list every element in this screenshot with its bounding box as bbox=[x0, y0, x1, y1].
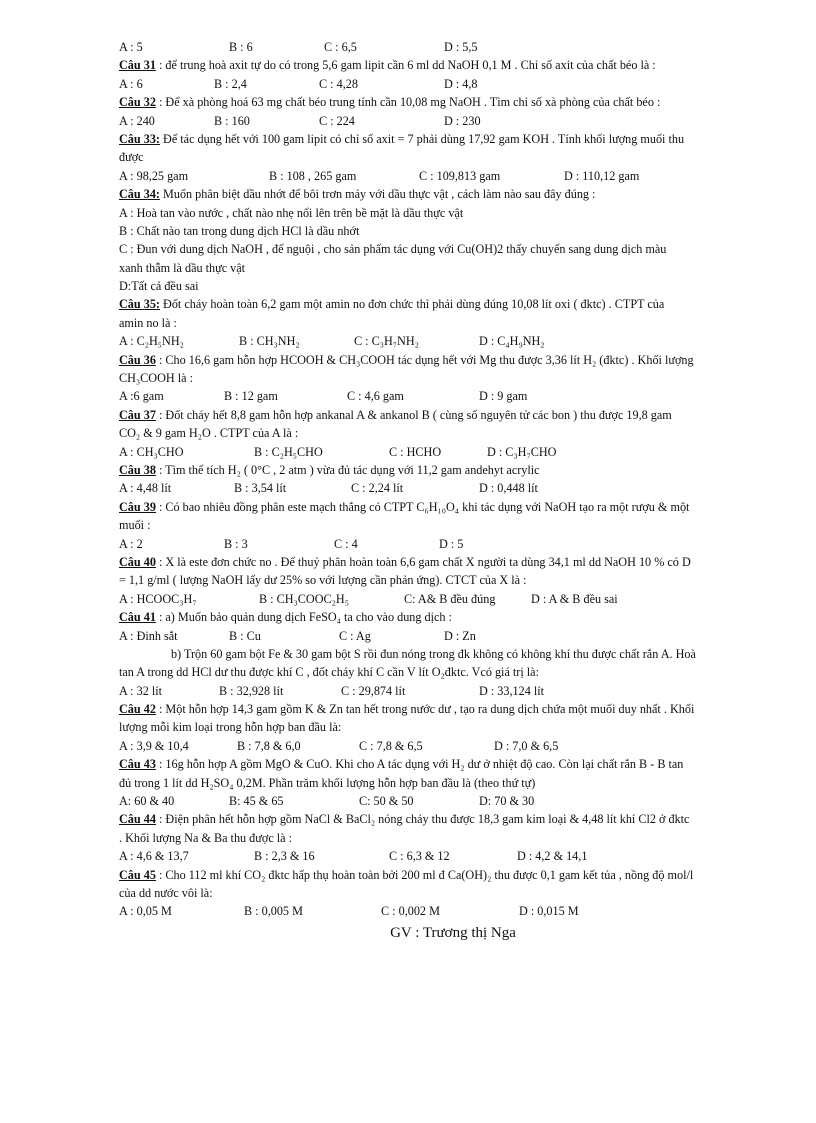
question-line bbox=[119, 608, 767, 626]
question-number: Câu 39 bbox=[119, 499, 156, 514]
question-line bbox=[119, 866, 767, 884]
answer-option: C: A& B đều đúng bbox=[404, 591, 496, 606]
text-line: amin no là : bbox=[119, 315, 177, 330]
answer-option: C : HCHO bbox=[389, 444, 442, 459]
question-number: Câu 36 bbox=[119, 352, 156, 367]
answer-options bbox=[119, 443, 767, 461]
text-line: . Khối lượng Na & Ba thu được là : bbox=[119, 830, 293, 845]
answer-option: B : 32,928 lít bbox=[219, 683, 284, 698]
answer-option: B : 12 gam bbox=[224, 389, 278, 404]
answer-option: C : 2,24 lít bbox=[351, 481, 404, 496]
answer-option: D : Zn bbox=[444, 628, 476, 643]
question-text: : Đốt cháy hết 8,8 gam hỗn hợp ankanal A & ankanol B ( cùng số nguyên tử các bon ) thu được 19,8 gam bbox=[155, 407, 672, 422]
answer-options bbox=[119, 387, 767, 405]
answer-option: A : C₂H₅NH₂ bbox=[119, 334, 184, 349]
answer-option: D : C₄H₉NH₂ bbox=[479, 334, 545, 349]
answer-options bbox=[119, 792, 767, 810]
text-line: lượng mỗi kim loại trong hỗn hợp ban đầu là: bbox=[119, 720, 342, 735]
question-line bbox=[119, 351, 767, 369]
answer-option: A : 3,9 & 10,4 bbox=[119, 738, 189, 753]
question-number: Câu 42 bbox=[119, 702, 156, 717]
answer-option: D : 7,0 & 6,5 bbox=[494, 738, 559, 753]
answer-options bbox=[119, 737, 767, 755]
question-line bbox=[119, 56, 767, 74]
answer-options bbox=[119, 167, 767, 185]
question-number: Câu 31 bbox=[119, 58, 156, 73]
text-line: được bbox=[119, 150, 144, 165]
answer-option: A : 32 lít bbox=[119, 683, 163, 698]
question-text: : Cho 112 ml khí CO₂ đktc hấp thụ hoàn toàn bởi 200 ml đ Ca(OH)₂ thu được 0,1 gam kết tủa , nồng độ mol/l bbox=[155, 867, 694, 882]
question-number: Câu 44 bbox=[119, 812, 156, 827]
question-line bbox=[119, 93, 767, 111]
text-line: C : Đun với dung dịch NaOH , để nguội , cho sản phẩm tác dụng với Cu(OH)2 thấy chuyển sang dung dịch màu bbox=[119, 242, 667, 257]
answer-option: D : 5 bbox=[439, 536, 464, 551]
answer-option: A : CH₃CHO bbox=[119, 444, 184, 459]
answer-option: C : 6,3 & 12 bbox=[389, 849, 450, 864]
answer-option: B : 2,3 & 16 bbox=[254, 849, 315, 864]
answer-option: A : Đinh sắt bbox=[119, 628, 178, 643]
question-number: Câu 34: bbox=[119, 187, 160, 202]
answer-option: D : 4,2 & 14,1 bbox=[517, 849, 588, 864]
question-line bbox=[119, 810, 767, 828]
answer-option: B : 0,005 M bbox=[244, 904, 303, 919]
question-text: : Tìm thể tích H₂ ( 0°C , 2 atm ) vừa đủ tác dụng với 11,2 gam andehyt acrylic bbox=[155, 462, 540, 477]
answer-option: D : 0,015 M bbox=[519, 904, 579, 919]
question-number: Câu 32 bbox=[119, 95, 156, 110]
question-text: : Điện phân hết hỗn hợp gồm NaCl & BaCl₂ nóng chảy thu được 18,3 gam kim loại & 4,48 lít khí Cl2 ở đktc bbox=[155, 812, 690, 827]
answer-option: A : 98,25 gam bbox=[119, 168, 189, 183]
question-line bbox=[119, 406, 767, 424]
text-line: CO₂ & 9 gam H₂O . CTPT của A là : bbox=[119, 426, 299, 441]
answer-option: D : 0,448 lít bbox=[479, 481, 538, 496]
answer-option: A : 0,05 M bbox=[119, 904, 172, 919]
answer-option: D : 9 gam bbox=[479, 389, 528, 404]
answer-option: A :6 gam bbox=[119, 389, 164, 404]
answer-options bbox=[119, 535, 767, 553]
answer-option: B : 6 bbox=[229, 40, 253, 54]
question-text: : 16g hỗn hợp A gồm MgO & CuO. Khi cho A tác dụng với H₂ dư ở nhiệt độ cao. Còn lại chất rắn B - B tan bbox=[155, 757, 684, 772]
answer-option: B : Cu bbox=[229, 628, 261, 643]
question-text: : Có bao nhiêu đồng phân este mạch thẳng có CTPT C₆H₁₀O₄ khi tác dụng với NaOH tạo ra một rượu & một bbox=[155, 499, 690, 514]
question-number: Câu 37 bbox=[119, 407, 156, 422]
question-text: Để tác dụng hết với 100 gam lipit có chỉ số axit = 7 phải dùng 17,92 gam KOH . Tính khối lượng muối thu bbox=[159, 131, 685, 146]
question-text: Đốt cháy hoàn toàn 6,2 gam một amin no đơn chức thì phải dùng đúng 10,08 lít oxi ( đktc) . CTPT của bbox=[159, 297, 665, 312]
question-number: Câu 41 bbox=[119, 610, 156, 625]
exam-page bbox=[119, 38, 767, 942]
answer-option: C : 4,6 gam bbox=[347, 389, 404, 404]
question-number: Câu 43 bbox=[119, 757, 156, 772]
answer-option: C : 109,813 gam bbox=[419, 168, 501, 183]
answer-option: A : HCOOC₃H₇ bbox=[119, 591, 197, 606]
question-number: Câu 38 bbox=[119, 462, 156, 477]
answer-option: D : 230 bbox=[444, 113, 481, 128]
text-line: b) Trộn 60 gam bột Fe & 30 gam bột S rồi đun nóng trong đk không có không khí thu được chất rắn A. Hoà bbox=[171, 646, 696, 661]
answer-option: A : 4,6 & 13,7 bbox=[119, 849, 189, 864]
answer-option: C: 50 & 50 bbox=[359, 794, 414, 809]
question-number: Câu 33: bbox=[119, 131, 160, 146]
answer-option: A : 6 bbox=[119, 76, 143, 91]
text-line: đủ trong 1 lít dd H₂SO₄ 0,2M. Phần trăm khối lượng hỗn hợp ban đầu là (theo thứ tự) bbox=[119, 775, 536, 790]
answer-option: C : C₃H₇NH₂ bbox=[354, 334, 419, 349]
question-line bbox=[119, 295, 767, 313]
answer-option: D : 4,8 bbox=[444, 76, 478, 91]
answer-option: C : 224 bbox=[319, 113, 355, 128]
question-line bbox=[119, 498, 767, 516]
answer-option: A : 240 bbox=[119, 113, 155, 128]
question-line bbox=[119, 700, 767, 718]
answer-option: A : 5 bbox=[119, 40, 143, 54]
answer-option: B : CH₃NH₂ bbox=[239, 334, 300, 349]
text-line: D:Tất cả đều sai bbox=[119, 279, 199, 294]
text-line: A : Hoà tan vào nước , chất nào nhẹ nổi lên trên bề mặt là dầu thực vật bbox=[119, 205, 464, 220]
text-line: của dd nước vôi là: bbox=[119, 885, 213, 900]
question-text: Muốn phân biệt dầu nhớt để bôi trơn máy với dầu thực vật , cách làm nào sau đây đúng : bbox=[159, 187, 596, 202]
answer-option: A : 2 bbox=[119, 536, 143, 551]
answer-options bbox=[119, 847, 767, 865]
answer-options bbox=[119, 38, 767, 56]
question-line bbox=[119, 553, 767, 571]
text-line: xanh thẫm là dầu thực vật bbox=[119, 260, 246, 275]
question-number: Câu 40 bbox=[119, 554, 156, 569]
answer-options bbox=[119, 627, 767, 645]
question-line bbox=[119, 755, 767, 773]
question-text: : a) Muốn bảo quản dung dịch FeSO₄ ta cho vào dung dịch : bbox=[155, 610, 452, 625]
text-line: muối : bbox=[119, 518, 151, 533]
answer-option: C : Ag bbox=[339, 628, 371, 643]
answer-option: B : C₂H₅CHO bbox=[254, 444, 323, 459]
answer-option: C : 7,8 & 6,5 bbox=[359, 738, 423, 753]
text-line: = 1,1 g/ml ( lượng NaOH lấy dư 25% so với lượng cần phản ứng). CTCT của X là : bbox=[119, 573, 527, 588]
question-number: Câu 45 bbox=[119, 867, 156, 882]
answer-option: D : C₃H₇CHO bbox=[487, 444, 557, 459]
answer-option: D : 5,5 bbox=[444, 40, 478, 54]
answer-options bbox=[119, 682, 767, 700]
text-line: tan A trong dd HCl dư thu được khí C , đốt cháy khí C cần V lít O₂đktc. Vcó giá trị là: bbox=[119, 665, 539, 680]
answer-option: B : 7,8 & 6,0 bbox=[237, 738, 301, 753]
answer-options bbox=[119, 75, 767, 93]
answer-option: B : 108 , 265 gam bbox=[269, 168, 357, 183]
answer-option: C : 4 bbox=[334, 536, 358, 551]
question-text: : Một hỗn hợp 14,3 gam gồm K & Zn tan hết trong nước dư , tạo ra dung dịch chứa một muối duy nhất . Khối bbox=[155, 702, 695, 717]
teacher-signature: GV : Trương thị Nga bbox=[390, 924, 516, 941]
answer-option: D: 70 & 30 bbox=[479, 794, 535, 809]
answer-option: B : 3 bbox=[224, 536, 248, 551]
answer-options bbox=[119, 479, 767, 497]
answer-option: D : A & B đều sai bbox=[531, 591, 618, 606]
question-list bbox=[119, 38, 767, 921]
answer-option: B : CH₃COOC₂H₅ bbox=[259, 591, 349, 606]
answer-option: C : 29,874 lít bbox=[341, 683, 406, 698]
question-text: : X là este đơn chức no . Để thuỷ phân hoàn toàn 6,6 gam chất X người ta dùng 34,1 ml dd NaOH 10 % có D bbox=[155, 554, 691, 569]
text-line: B : Chất nào tan trong dung dịch HCl là dầu nhớt bbox=[119, 223, 360, 238]
answer-options bbox=[119, 902, 767, 920]
question-line bbox=[119, 185, 767, 203]
text-line: CH₃COOH là : bbox=[119, 371, 193, 386]
question-line bbox=[119, 130, 767, 148]
answer-options bbox=[119, 112, 767, 130]
answer-option: A : 4,48 lít bbox=[119, 481, 172, 496]
question-number: Câu 35: bbox=[119, 297, 160, 312]
question-text: : để trung hoà axit tự do có trong 5,6 gam lipit cần 6 ml dd NaOH 0,1 M . Chỉ số axit của chất béo là : bbox=[155, 58, 656, 73]
question-text: : Cho 16,6 gam hỗn hợp HCOOH & CH₃COOH tác dụng hết với Mg thu được 3,36 lít H₂ (đktc) . Khối lượng bbox=[155, 352, 694, 367]
answer-option: C : 0,002 M bbox=[381, 904, 440, 919]
answer-option: B: 45 & 65 bbox=[229, 794, 284, 809]
answer-options bbox=[119, 590, 767, 608]
answer-option: B : 160 bbox=[214, 113, 250, 128]
answer-option: C : 4,28 bbox=[319, 76, 358, 91]
answer-options bbox=[119, 332, 767, 350]
answer-option: D : 110,12 gam bbox=[564, 168, 640, 183]
question-line bbox=[119, 461, 767, 479]
answer-option: A: 60 & 40 bbox=[119, 794, 175, 809]
question-text: : Để xà phòng hoá 63 mg chất béo trung tính cần 10,08 mg NaOH . Tìm chỉ số xà phòng của chất béo : bbox=[155, 95, 661, 110]
answer-option: C : 6,5 bbox=[324, 40, 357, 54]
answer-option: B : 2,4 bbox=[214, 76, 247, 91]
answer-option: D : 33,124 lít bbox=[479, 683, 545, 698]
answer-option: B : 3,54 lít bbox=[234, 481, 287, 496]
